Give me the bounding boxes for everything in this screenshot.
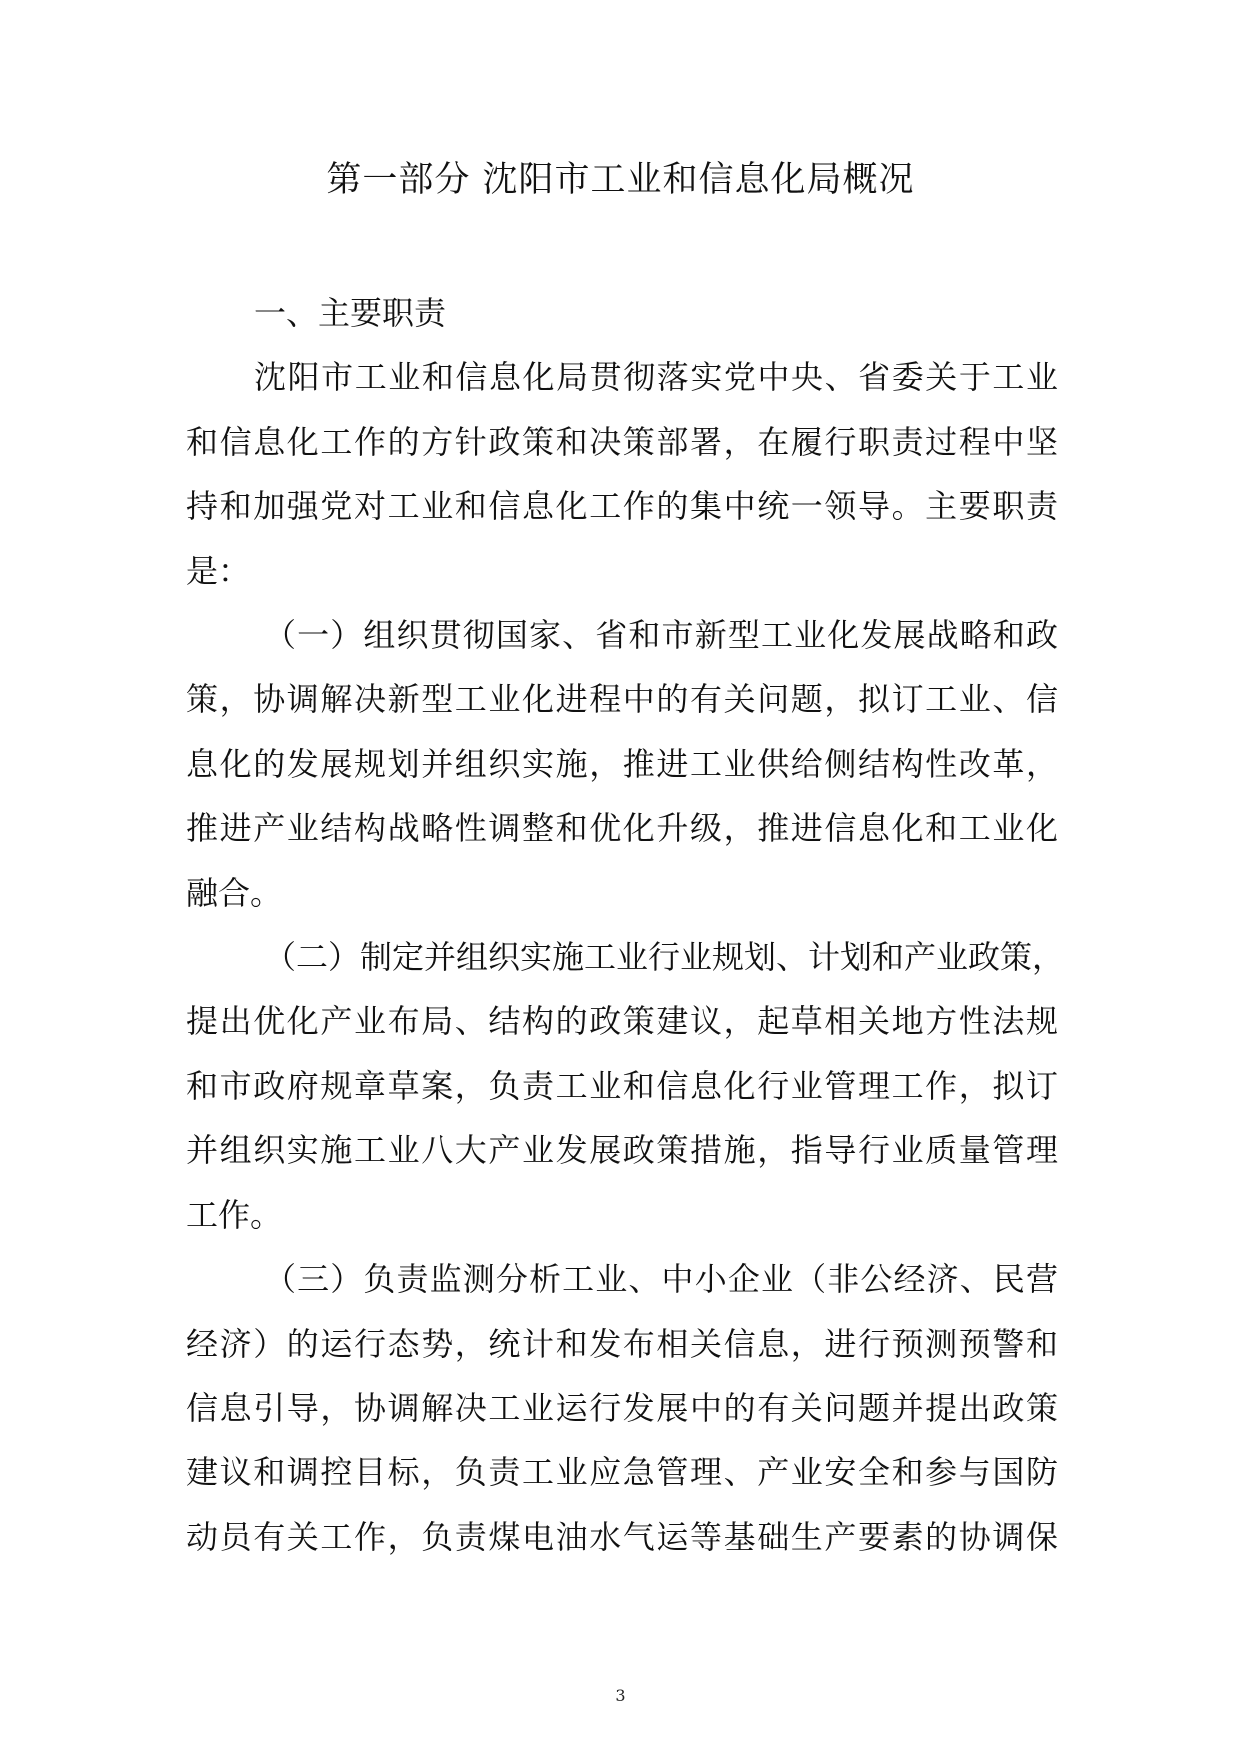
intro-paragraph — [186, 345, 1058, 603]
page-title: 第一部分 沈阳市工业和信息化局概况 — [326, 160, 915, 200]
paragraph-line: 策，协调解决新型工业化进程中的有关问题，拟订工业、信 — [186, 680, 1058, 719]
paragraph-line: 息化的发展规划并组织实施，推进工业供给侧结构性改革， — [186, 744, 1058, 783]
paragraph-line: 动员有关工作，负责煤电油水气运等基础生产要素的协调保 — [186, 1517, 1058, 1556]
paragraph-line: （二）制定并组织实施工业行业规划、计划和产业政策， — [264, 938, 1065, 977]
paragraph-line: 推进产业结构战略性调整和优化升级，推进信息化和工业化 — [186, 809, 1058, 848]
paragraph-line: 建议和调控目标，负责工业应急管理、产业安全和参与国防 — [186, 1453, 1058, 1492]
duty-item-3 — [186, 1247, 1058, 1569]
page-number: 3 — [615, 1686, 626, 1705]
paragraph-line: （一）组织贯彻国家、省和市新型工业化发展战略和政 — [264, 616, 1058, 655]
paragraph-line: 提出优化产业布局、结构的政策建议，起草相关地方性法规 — [186, 1002, 1058, 1041]
paragraph-line: 并组织实施工业八大产业发展政策措施，指导行业质量管理 — [186, 1131, 1058, 1170]
paragraph-line: 工作。 — [186, 1195, 283, 1234]
duty-item-2 — [186, 925, 1065, 1247]
paragraph-line: 和信息化工作的方针政策和决策部署，在履行职责过程中坚 — [186, 422, 1058, 461]
paragraph-line: 是： — [186, 551, 251, 590]
document-body — [186, 281, 1065, 1569]
paragraph-line: 持和加强党对工业和信息化工作的集中统一领导。主要职责 — [186, 487, 1058, 526]
paragraph-line: 和市政府规章草案，负责工业和信息化行业管理工作，拟订 — [186, 1066, 1058, 1105]
paragraph-line: （三）负责监测分析工业、中小企业（非公经济、民营 — [264, 1260, 1058, 1299]
section-heading: 一、主要职责 — [254, 294, 447, 332]
paragraph-line: 经济）的运行态势，统计和发布相关信息，进行预测预警和 — [186, 1324, 1058, 1363]
paragraph-line: 融合。 — [186, 873, 283, 912]
paragraph-line: 信息引导，协调解决工业运行发展中的有关问题并提出政策 — [186, 1388, 1058, 1427]
paragraph-line: 沈阳市工业和信息化局贯彻落实党中央、省委关于工业 — [254, 358, 1058, 397]
duty-item-1 — [186, 603, 1058, 925]
